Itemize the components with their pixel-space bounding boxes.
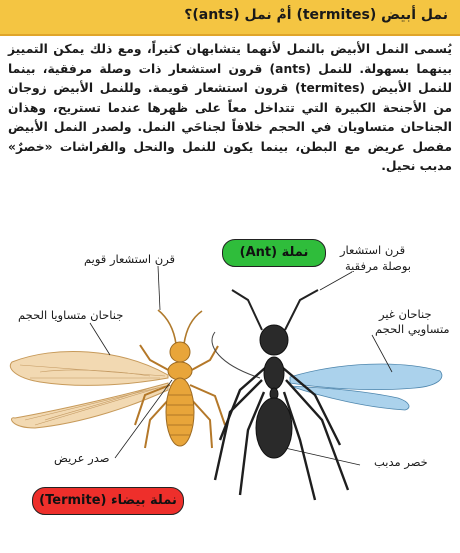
termite-wings	[10, 351, 168, 428]
ant-wings	[212, 332, 442, 410]
termite-illustration	[10, 310, 225, 448]
ant-badge: نملة (Ant)	[222, 239, 326, 267]
ant-wings-label-line1: جناحان غير	[379, 307, 432, 321]
termite-antenna-label: قرن استشعار قويم	[84, 252, 176, 266]
body-paragraph: يُسمى النمل الأبيض بالنمل لأنهما يتشابهان كثيراً، ومع ذلك يمكن التمييز بينهما بسهولة. للنمل (ants) قرون استشعار ذات وصلة مرفقية، بينما للنمل الأبيض (termites) قرون استشعار قويمة. وللنمل الأبيض زوجان من الأجنحة الكبيرة التي تتداخل معاً على ظهرها عندما تستريح، وهذان الجناحان متساويان في الحجم خلافاً لجناحَي النمل. ولصدر النمل الأبيض مفصل عريض مع البطن، بينما يكون للنمل والنحل والفراشات «خصرٌ» مدبب نحيل.	[8, 42, 452, 173]
ant-antenna-label-line1: قرن استشعار	[340, 243, 406, 257]
termite-chest-label: صدر عريض	[54, 451, 110, 465]
termite-badge: نملة بيضاء (Termite)	[32, 487, 184, 515]
ant-waist-label: خصر مدبب	[374, 455, 428, 469]
ant-wings-label-line2: متساويي الحجم	[375, 322, 450, 336]
ant-antenna-label-line2: بوصلة مرفقية	[345, 259, 411, 273]
page-title: نمل أبيض (termites) أمْ نمل (ants)؟	[184, 7, 448, 23]
termite-wings-label: جناحان متساويا الحجم	[18, 308, 124, 322]
